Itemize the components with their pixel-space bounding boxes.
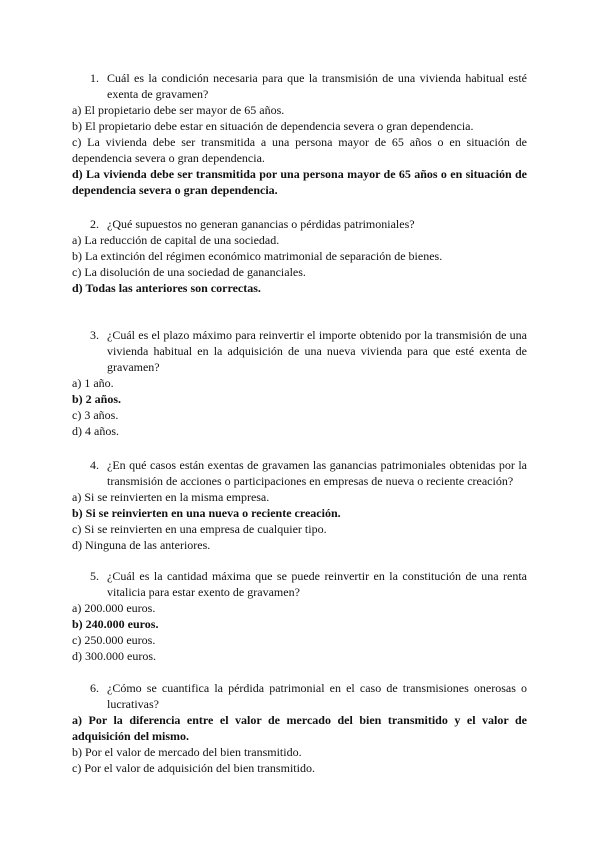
question-1	[72, 70, 527, 198]
question-2	[72, 216, 527, 296]
question-6	[72, 680, 527, 776]
option-d: d) Ninguna de las anteriores.	[72, 538, 211, 552]
option-d-correct: d) Todas las anteriores son correctas.	[72, 281, 261, 295]
option-b-correct: b) 240.000 euros.	[72, 617, 159, 631]
question-number: 6.	[90, 681, 99, 695]
option-d: d) 4 años.	[72, 424, 119, 438]
option-c: c) 3 años.	[72, 408, 119, 422]
question-4	[72, 457, 527, 553]
question-text: ¿Cuál es la cantidad máxima que se puede reinvertir en la constitución de una renta vitalicia para estar exento de gravamen?	[107, 569, 527, 599]
question-text: ¿Qué supuestos no generan ganancias o pérdidas patrimoniales?	[107, 217, 415, 231]
question-title	[72, 680, 527, 712]
question-3	[72, 327, 527, 439]
option-b: b) Por el valor de mercado del bien transmitido.	[72, 745, 302, 759]
question-title	[72, 70, 527, 102]
option-c: c) Si se reinvierten en una empresa de cualquier tipo.	[72, 522, 327, 536]
option-d: d) 300.000 euros.	[72, 649, 156, 663]
option-a: a) La reducción de capital de una sociedad.	[72, 233, 280, 247]
option-d-correct: d) La vivienda debe ser transmitida por una persona mayor de 65 años o en situación de dependencia severa o gran dependencia.	[72, 167, 527, 197]
question-text: ¿Cuál es el plazo máximo para reinvertir el importe obtenido por la transmisión de una vivienda habitual en la adquisición de una nueva vivienda para que esté exenta de gravamen?	[107, 328, 527, 374]
question-title	[72, 568, 527, 600]
question-title	[72, 327, 527, 375]
question-number: 3.	[90, 328, 99, 342]
question-number: 4.	[90, 458, 99, 472]
question-text: Cuál es la condición necesaria para que la transmisión de una vivienda habitual esté exenta de gravamen?	[107, 71, 527, 101]
option-a: a) Si se reinvierten en la misma empresa.	[72, 490, 270, 504]
option-a: a) El propietario debe ser mayor de 65 años.	[72, 103, 285, 117]
option-a-correct: a) Por la diferencia entre el valor de mercado del bien transmitido y el valor de adquisición del mismo.	[72, 713, 527, 743]
option-b-correct: b) Si se reinvierten en una nueva o reciente creación.	[72, 506, 341, 520]
option-c: c) La disolución de una sociedad de gananciales.	[72, 265, 306, 279]
option-c: c) La vivienda debe ser transmitida a una persona mayor de 65 años o en situación de dependencia severa o gran dependencia.	[72, 135, 527, 165]
option-b: b) La extinción del régimen económico matrimonial de separación de bienes.	[72, 249, 443, 263]
question-number: 1.	[90, 71, 99, 85]
question-5	[72, 568, 527, 664]
question-text: ¿Cómo se cuantifica la pérdida patrimonial en el caso de transmisiones onerosas o lucrativas?	[107, 681, 527, 711]
option-b-correct: b) 2 años.	[72, 392, 122, 406]
question-number: 2.	[90, 217, 99, 231]
option-b: b) El propietario debe estar en situación de dependencia severa o gran dependencia.	[72, 119, 474, 133]
option-a: a) 1 año.	[72, 376, 114, 390]
option-c: c) 250.000 euros.	[72, 633, 156, 647]
option-a: a) 200.000 euros.	[72, 601, 156, 615]
question-number: 5.	[90, 569, 99, 583]
question-title	[72, 216, 527, 232]
question-title	[72, 457, 527, 489]
question-text: ¿En qué casos están exentas de gravamen las ganancias patrimoniales obtenidas por la transmisión de acciones o participaciones en empresas de nueva o reciente creación?	[107, 458, 527, 488]
option-c: c) Por el valor de adquisición del bien transmitido.	[72, 761, 315, 775]
